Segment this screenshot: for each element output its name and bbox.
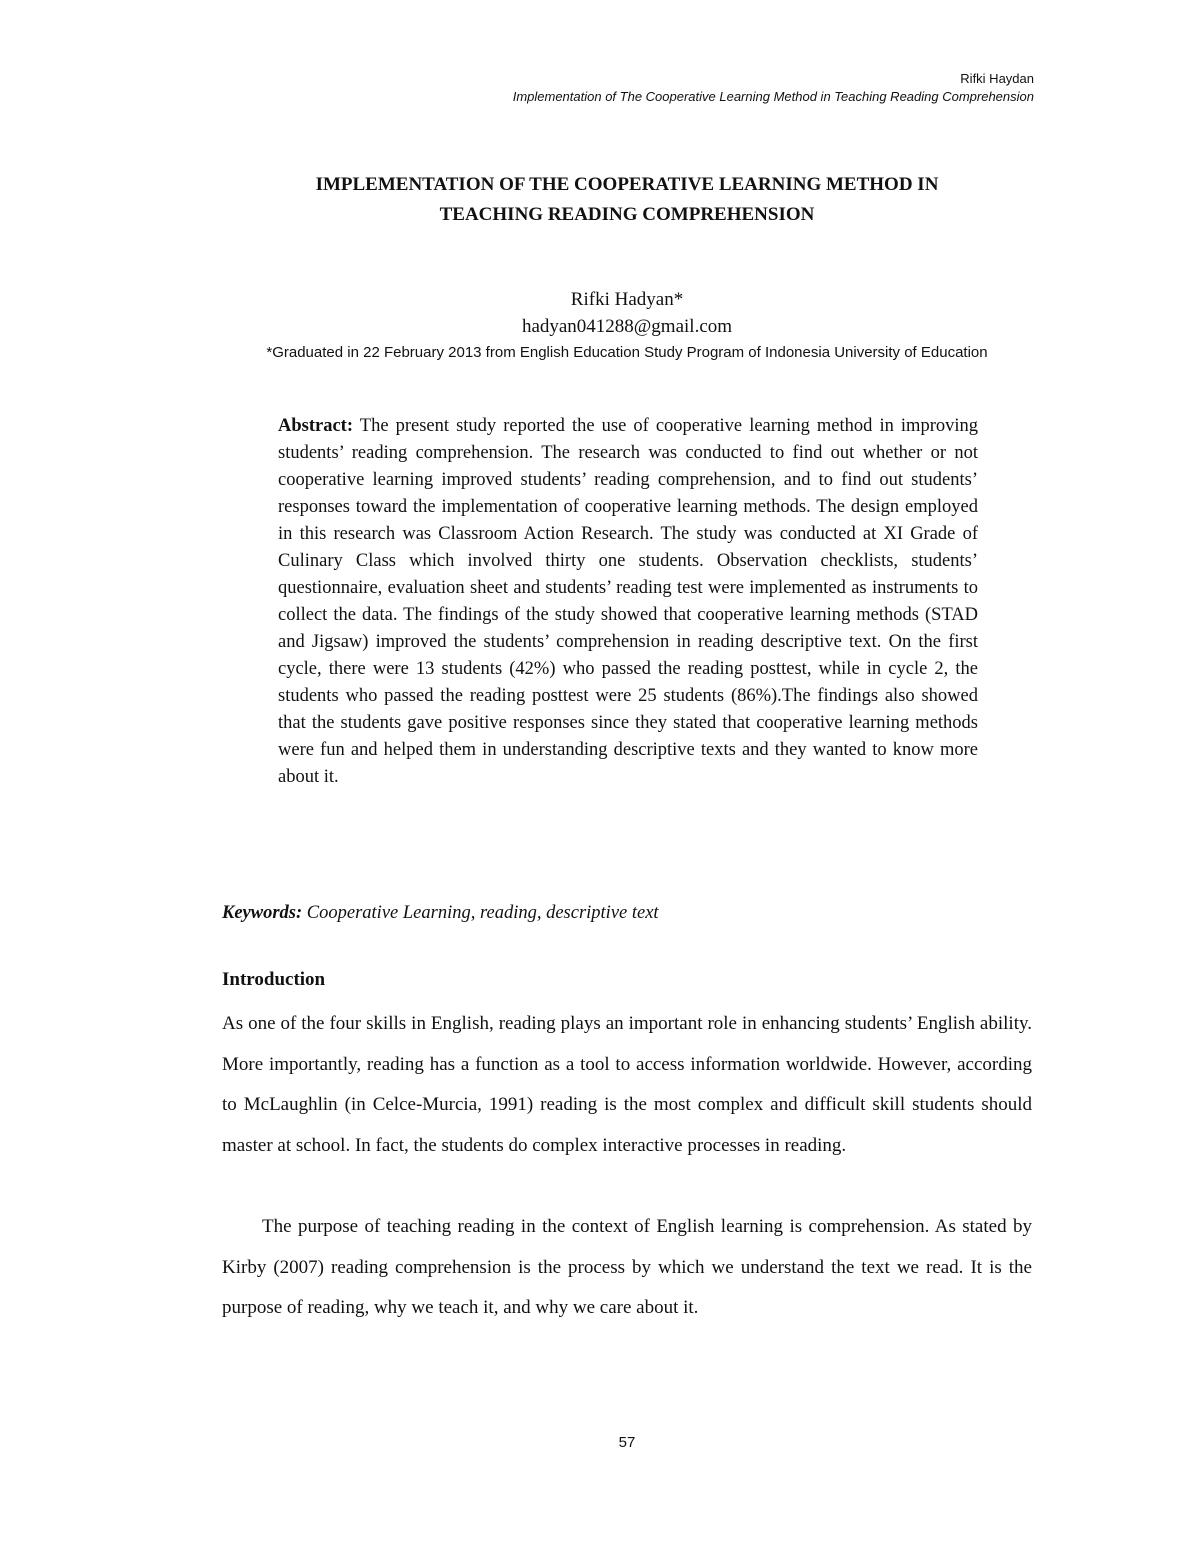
abstract-text: The present study reported the use of cooperative learning method in improving students’ reading comprehension. The research was conducted to find out whether or not cooperative learning improved students’ reading comprehension, and to find out students’ responses toward the implementation of cooperative learning methods. The design employed in this research was Classroom Action Research. The study was conducted at XI Grade of Culinary Class which involved thirty one students. Observation checklists, students’ questionnaire, evaluation sheet and students’ reading test were implemented as instruments to collect the data. The findings of the study showed that cooperative learning methods (STAD and Jigsaw) improved the students’ comprehension in reading descriptive text. On the first cycle, there were 13 students (42%) who passed the reading posttest, while in cycle 2, the students who passed the reading posttest were 25 students (86%).The findings also showed that the students gave positive responses since they stated that cooperative learning methods were fun and helped them in understanding descriptive texts and they wanted to know more about it. (278, 416, 978, 787)
keywords-label: Keywords: (222, 903, 303, 923)
paper-title-line1: IMPLEMENTATION OF THE COOPERATIVE LEARNING METHOD IN (315, 174, 939, 195)
author-email: hadyan041288@gmail.com (521, 316, 733, 337)
abstract (278, 413, 978, 791)
introduction-paragraph-2: The purpose of teaching reading in the context of English learning is comprehension. As stated by Kirby (2007) reading comprehension is the process by which we understand the text we read. It is the purpose of reading, why we teach it, and why we care about it. (222, 1216, 1032, 1318)
introduction-paragraph-1: As one of the four skills in English, reading plays an important role in enhancing students’ English ability. More importantly, reading has a function as a tool to access information worldwide. However, according to McLaughlin (in Celce-Murcia, 1991) reading is the most complex and difficult skill students should master at school. In fact, the students do complex interactive processes in reading. (222, 1013, 1032, 1156)
running-header (513, 70, 1034, 106)
keywords (222, 899, 1032, 927)
section-heading-introduction: Introduction (222, 969, 326, 990)
author-affiliation: *Graduated in 22 February 2013 from English Education Study Program of Indonesia University of Education (266, 344, 988, 361)
paper-title-line2: TEACHING READING COMPREHENSION (439, 204, 815, 225)
abstract-label: Abstract: (278, 416, 354, 436)
page-number: 57 (618, 1434, 636, 1451)
keywords-text: Cooperative Learning, reading, descriptive text (306, 903, 659, 923)
paper-title (222, 170, 1032, 230)
running-header-title: Implementation of The Cooperative Learning Method in Teaching Reading Comprehension (512, 89, 1034, 104)
author-name: Rifki Hadyan* (570, 289, 684, 310)
running-header-author: Rifki Haydan (960, 71, 1034, 86)
